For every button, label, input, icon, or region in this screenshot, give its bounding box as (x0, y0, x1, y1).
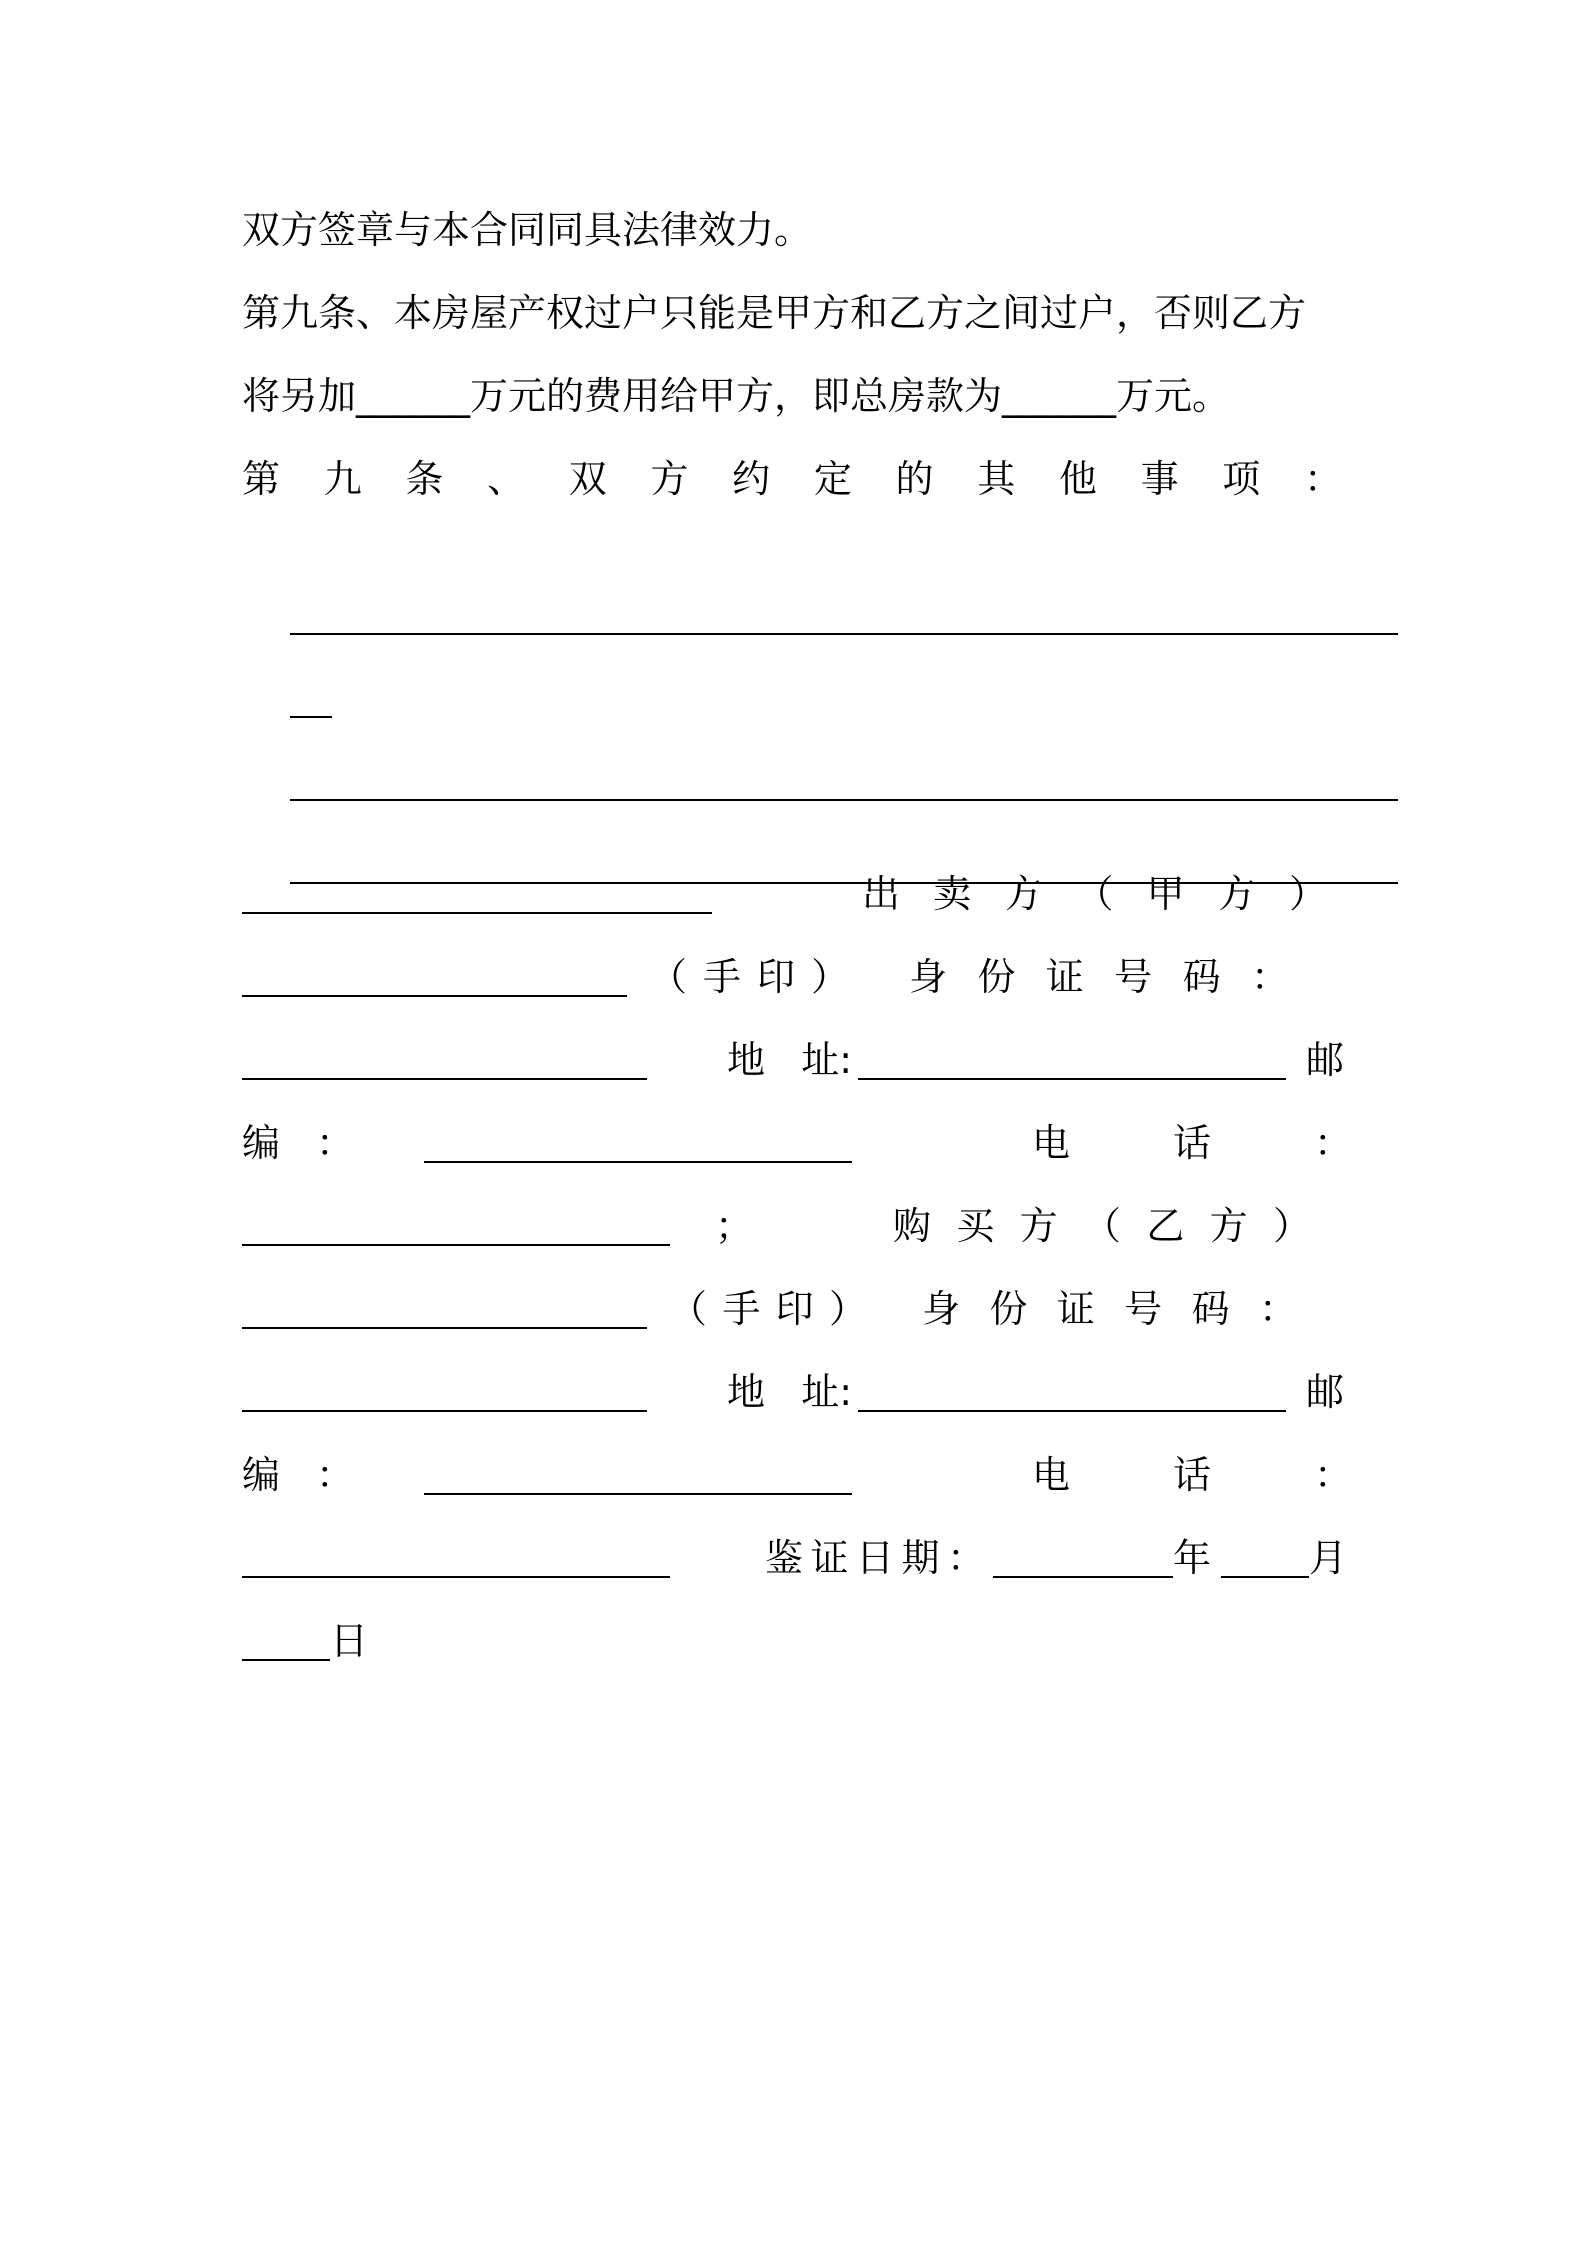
buyer-address-blank[interactable] (858, 1372, 1286, 1412)
heading-char: 事 (1140, 457, 1179, 501)
other-matters-blank-line-1[interactable] (242, 532, 1352, 592)
attestation-label-char: 证 (810, 1536, 849, 1580)
seller-postal-prefix: 邮 (1306, 1038, 1345, 1082)
buyer-label-char: 购 (893, 1204, 932, 1248)
seller-postal-row (242, 1113, 1352, 1173)
id-label-char: 证 (1045, 955, 1084, 999)
attestation-date-label (765, 1528, 985, 1588)
buyer-postal-label (242, 1445, 354, 1505)
id-label-char: 码 (1191, 1287, 1230, 1331)
id-label-char: 号 (1114, 955, 1153, 999)
extra-fee-middle: 万元的费用给甲方，即总房款为 (470, 374, 1003, 418)
extra-fee-blank[interactable]: ______ (356, 374, 471, 418)
buyer-id-label (922, 1279, 1297, 1339)
buyer-address-row (242, 1362, 1352, 1422)
buyer-label-char: （ (1083, 1204, 1122, 1248)
heading-char: 其 (977, 457, 1016, 501)
buyer-label-char: 乙 (1146, 1204, 1185, 1248)
seller-label-char: 卖 (933, 872, 972, 916)
buyer-signature-blank[interactable] (242, 1289, 647, 1329)
article-nine-other-matters-heading (242, 449, 1342, 509)
seller-postal-label (242, 1113, 354, 1173)
address-label-char: 址: (801, 1370, 852, 1414)
extra-fee-suffix: 万元。 (1116, 374, 1231, 418)
seller-label-char: 方 (1217, 872, 1256, 916)
heading-char: 定 (813, 457, 852, 501)
seller-label-char: （ (1075, 872, 1114, 916)
seller-postal-blank[interactable] (424, 1123, 852, 1163)
buyer-label-char: 买 (956, 1204, 995, 1248)
other-matters-blank-line-4[interactable] (242, 874, 712, 914)
address-label-char: 地 (727, 1370, 766, 1414)
seller-id-label (909, 947, 1289, 1007)
attestation-month-label: 月 (1309, 1536, 1348, 1580)
thumb-char: （ (669, 1287, 708, 1331)
seller-row (242, 864, 1352, 924)
buyer-postal-row (242, 1445, 1352, 1505)
other-matters-blank-line-1-tail[interactable] (242, 615, 1352, 675)
attestation-label-char: 鉴 (765, 1536, 804, 1580)
buyer-id-blank[interactable] (242, 1372, 647, 1412)
id-label-char: 身 (922, 1287, 961, 1331)
paragraph-extra-fee (242, 366, 1352, 426)
phone-label-char: ： (1313, 1121, 1352, 1165)
thumb-char: 手 (702, 955, 741, 999)
id-label-char: 份 (977, 955, 1016, 999)
seller-id-blank[interactable] (242, 1040, 647, 1080)
heading-char: 九 (323, 457, 362, 501)
seller-address-row (242, 1030, 1352, 1090)
heading-char: 项 (1222, 457, 1261, 501)
phone-label-char: 话 (1172, 1121, 1211, 1165)
id-label-char: 证 (1056, 1287, 1095, 1331)
paragraph-article-nine-transfer: 第九条、本房屋产权过户只能是甲方和乙方之间过户，否则乙方 (242, 291, 1307, 335)
buyer-separator: ； (715, 1204, 754, 1248)
seller-address-label (727, 1030, 852, 1090)
attestation-year-blank[interactable] (993, 1538, 1173, 1578)
phone-label-char: 电 (1032, 1453, 1071, 1497)
buyer-address-label (727, 1362, 852, 1422)
postal-label-char: ： (315, 1121, 354, 1165)
seller-label-char: 方 (1004, 872, 1043, 916)
heading-char: 条 (405, 457, 444, 501)
total-price-blank[interactable]: ______ (1002, 374, 1117, 418)
id-label-char: 码 (1182, 955, 1221, 999)
buyer-label-char: ） (1272, 1204, 1311, 1248)
thumb-char: ） (810, 955, 849, 999)
buyer-postal-prefix: 邮 (1306, 1370, 1345, 1414)
heading-char: ： (1303, 457, 1342, 501)
buyer-phone-blank[interactable] (242, 1538, 670, 1578)
seller-signature-blank[interactable] (242, 957, 627, 997)
other-matters-blank-line-3[interactable] (242, 781, 1352, 841)
seller-phone-blank[interactable] (242, 1206, 670, 1246)
thumb-char: 印 (756, 955, 795, 999)
seller-phone-label (1032, 1113, 1352, 1173)
id-label-char: ： (1258, 1287, 1297, 1331)
phone-label-char: 电 (1032, 1121, 1071, 1165)
buyer-row (242, 1196, 1352, 1256)
buyer-phone-label (1032, 1445, 1352, 1505)
seller-signature-row (242, 947, 1352, 1007)
seller-label-char: ） (1288, 872, 1327, 916)
postal-label-char: ： (315, 1453, 354, 1497)
phone-label-char: 话 (1172, 1453, 1211, 1497)
heading-char: 双 (568, 457, 607, 501)
heading-char: 约 (732, 457, 771, 501)
seller-address-blank[interactable] (858, 1040, 1286, 1080)
postal-label-char: 编 (242, 1453, 281, 1497)
attestation-month-blank[interactable] (1221, 1538, 1309, 1578)
paragraph-signature-effect: 双方签章与本合同同具法律效力。 (242, 208, 813, 252)
phone-label-char: ： (1313, 1453, 1352, 1497)
seller-label-char: 甲 (1146, 872, 1185, 916)
seller-thumbprint-label (649, 947, 849, 1007)
buyer-label (893, 1196, 1311, 1256)
seller-label (862, 864, 1327, 924)
buyer-signature-row (242, 1279, 1352, 1339)
other-matters-blank-line-2[interactable] (242, 698, 1352, 758)
thumb-char: （ (649, 955, 688, 999)
attestation-label-char: ： (946, 1536, 985, 1580)
buyer-thumbprint-label (669, 1279, 867, 1339)
id-label-char: ： (1250, 955, 1289, 999)
attestation-label-char: 期 (901, 1536, 940, 1580)
attestation-label-char: 日 (855, 1536, 894, 1580)
heading-char: 他 (1058, 457, 1097, 501)
id-label-char: 身 (909, 955, 948, 999)
attestation-day-blank[interactable] (242, 1621, 330, 1661)
heading-char: 、 (487, 457, 526, 501)
buyer-label-char: 方 (1019, 1204, 1058, 1248)
seller-label-char: 出 (862, 872, 901, 916)
heading-char: 第 (242, 457, 281, 501)
buyer-label-char: 方 (1209, 1204, 1248, 1248)
attestation-year-label: 年 (1173, 1536, 1212, 1580)
id-label-char: 号 (1124, 1287, 1163, 1331)
address-label-char: 址: (801, 1038, 852, 1082)
attestation-day-label: 日 (330, 1619, 369, 1663)
buyer-postal-blank[interactable] (424, 1455, 852, 1495)
address-label-char: 地 (727, 1038, 766, 1082)
postal-label-char: 编 (242, 1121, 281, 1165)
attestation-date-row (242, 1528, 1352, 1588)
heading-char: 方 (650, 457, 689, 501)
thumb-char: 印 (775, 1287, 814, 1331)
heading-char: 的 (895, 457, 934, 501)
id-label-char: 份 (989, 1287, 1028, 1331)
attestation-day-row (242, 1611, 1352, 1671)
extra-fee-prefix: 将另加 (242, 374, 357, 418)
thumb-char: ） (828, 1287, 867, 1331)
thumb-char: 手 (722, 1287, 761, 1331)
